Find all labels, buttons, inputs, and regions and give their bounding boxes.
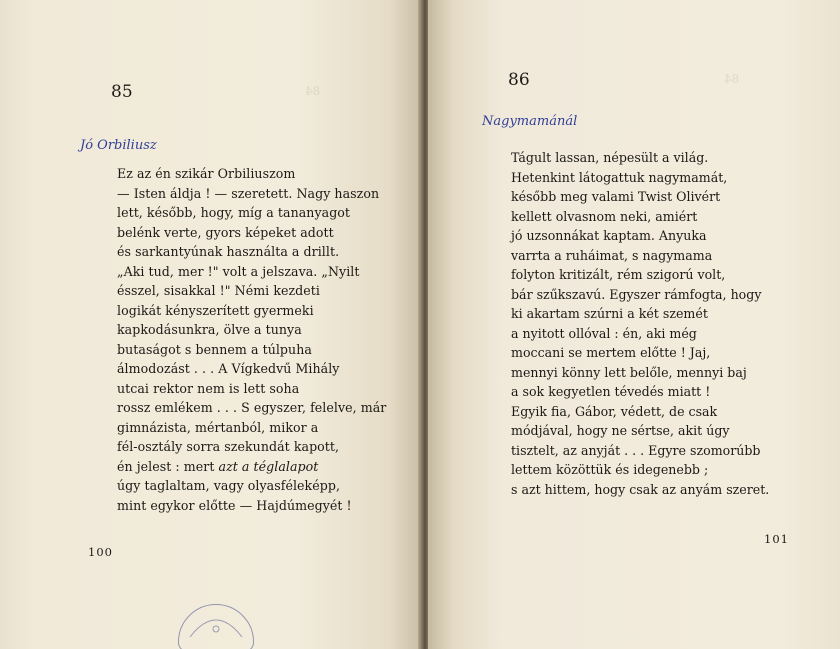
right-footer-number: 101 xyxy=(764,532,789,546)
left-page-number: 85 xyxy=(111,82,133,102)
library-stamp xyxy=(178,604,254,649)
right-page: 84 86 Nagymamánál Tágult lassan, népesült a világ. Hetenkint látogattuk nagymamát, később meg valami Twist Olivért kellett olvasnom neki, amiért jó uzsonnákat kaptam. Anyuka varrta a ruháimat, s nagymama folyton kritizált, rém szigorú volt, bár szűkszavú. Egyszer rámfogta, hogy ki akartam szúrni a két szemét a nyitott ollóval : én, aki még moccani se mertem előtte ! Jaj, mennyi könny lett belőle, mennyi baj a sok kegyetlen tévedés miatt ! Egyik fia, Gábor, védett, de csak módjával, hogy ne sértse, akit úgy tisztelt, az anyját . . . Egyre szomorúbb lettem közöttük és idegenebb ; s azt hittem, hogy csak az anyám szeret. 101 xyxy=(428,0,840,649)
poem-line: később meg valami Twist Olivért xyxy=(511,189,721,204)
poem-line: Ez az én szikár Orbiliuszom xyxy=(117,166,296,181)
poem-line: „Aki tud, mer !" volt a jelszava. „Nyilt xyxy=(117,263,360,279)
poem-line: lettem közöttük és idegenebb ; xyxy=(511,462,709,477)
poem-line: én jelest : mert azt a téglalapot xyxy=(117,458,319,474)
poem-line: bár szűkszavú. Egyszer rámfogta, hogy xyxy=(511,286,762,302)
poem-line: fél-osztály sorra szekundát kapott, xyxy=(117,439,340,454)
poem-line: Egyik fia, Gábor, védett, de csak xyxy=(511,403,718,419)
poem-line: ésszel, sisakkal !" Némi kezdeti xyxy=(117,283,320,298)
poem-line: Tágult lassan, népesült a világ. xyxy=(511,150,709,165)
poem-line: folyton kritizált, rém szigorú volt, xyxy=(511,267,726,282)
poem-line: s azt hittem, hogy csak az anyám szeret. xyxy=(511,481,770,497)
left-poem-body xyxy=(117,164,386,515)
stamp-ring-icon xyxy=(186,609,246,639)
poem-line: gimnázista, mértanból, mikor a xyxy=(117,419,319,435)
poem-line: moccani se mertem előtte ! Jaj, xyxy=(511,345,711,360)
poem-line: és sarkantyúnak használta a drillt. xyxy=(117,244,340,259)
right-poem-body xyxy=(511,148,769,499)
poem-line: tisztelt, az anyját . . . Egyre szomorúbb xyxy=(511,442,761,458)
right-poem-title: Nagymamánál xyxy=(482,114,578,129)
poem-line: mint egykor előtte — Hajdúmegyét ! xyxy=(117,497,352,513)
poem-line: mennyi könny lett belőle, mennyi baj xyxy=(511,364,747,380)
poem-line: a sok kegyetlen tévedés miatt ! xyxy=(511,384,711,399)
poem-line: belénk verte, gyors képeket adott xyxy=(117,224,334,240)
poem-line: varrta a ruháimat, s nagymama xyxy=(511,247,713,263)
poem-line: kapkodásunkra, ölve a tunya xyxy=(117,322,302,337)
left-page: 84 85 Jó Orbiliusz Ez az én szikár Orbiliuszom — Isten áldja ! — szeretett. Nagy haszon lett, később, hogy, míg a tananyagot belénk verte, gyors képeket adott és sarkantyúnak használta a drillt. „Aki tud, mer !" volt a jelszava. „Nyilt ésszel, sisakkal !" Némi kezdeti logikát kényszerített gyermeki kapkodásunkra, ölve a tunya butaságot s bennem a túlpuha álmodozást . . . A Vígkedvű Mihály utcai rektor nem is lett soha rossz emlékem . . . S egyszer, felelve, már gimnázista, mértanból, mikor a fél-osztály sorra szekundát kapott, én jelest : mert azt a téglalapot úgy taglaltam, vagy olyasféleképp, mint egykor előtte — Hajdúmegyét ! 100 xyxy=(0,0,422,649)
poem-line: logikát kényszerített gyermeki xyxy=(117,302,314,318)
poem-line: — Isten áldja ! — szeretett. Nagy haszon xyxy=(117,185,380,201)
poem-line: Hetenkint látogattuk nagymamát, xyxy=(511,169,728,185)
poem-line: a nyitott ollóval : én, aki még xyxy=(511,325,697,341)
left-poem-title: Jó Orbiliusz xyxy=(80,138,157,153)
poem-line: úgy taglaltam, vagy olyasféleképp, xyxy=(117,478,341,493)
poem-line: módjával, hogy ne sértse, akit úgy xyxy=(511,423,730,438)
poem-line: butaságot s bennem a túlpuha xyxy=(117,341,312,357)
poem-line: kellett olvasnom neki, amiért xyxy=(511,208,698,224)
poem-line: jó uzsonnákat kaptam. Anyuka xyxy=(511,228,707,243)
poem-line: rossz emlékem . . . S egyszer, felelve, már xyxy=(117,400,387,415)
poem-line: ki akartam szúrni a két szemét xyxy=(511,306,708,321)
poem-line: álmodozást . . . A Vígkedvű Mihály xyxy=(117,361,340,376)
left-footer-number: 100 xyxy=(88,545,113,559)
poem-line: utcai rektor nem is lett soha xyxy=(117,380,300,396)
poem-line: lett, később, hogy, míg a tananyagot xyxy=(117,205,351,220)
right-page-number: 86 xyxy=(508,70,530,90)
